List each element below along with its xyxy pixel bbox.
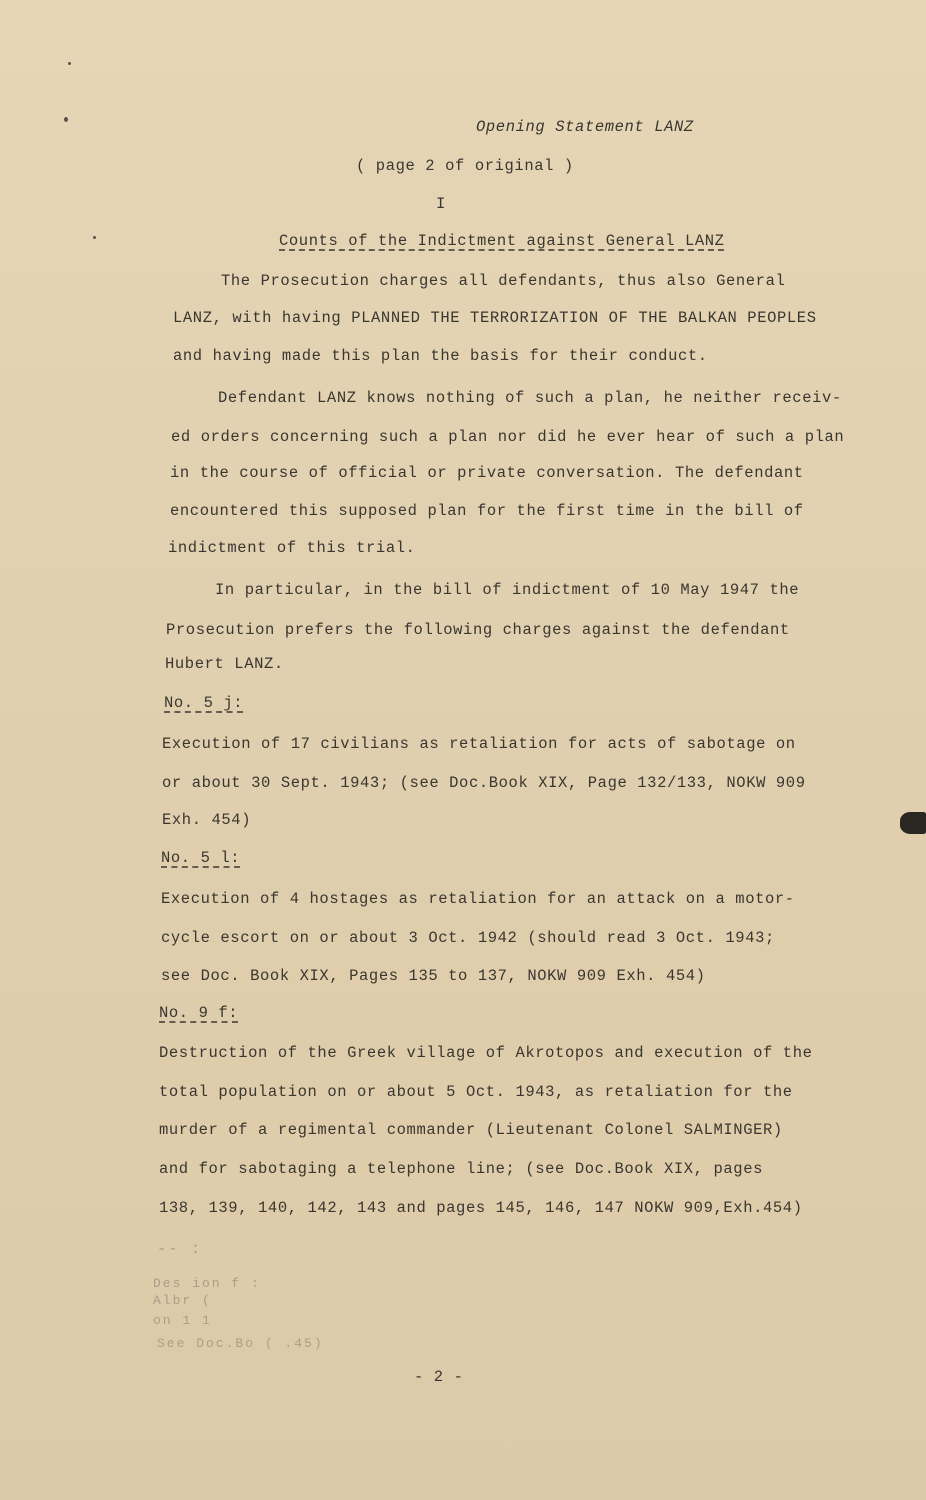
paragraph-line: indictment of this trial. (168, 539, 416, 557)
page-number: - 2 - (414, 1368, 464, 1386)
paragraph-line: encountered this supposed plan for the first time in the bill of (170, 502, 804, 520)
paragraph-line: Prosecution prefers the following charges against the defendant (166, 621, 790, 639)
faded-line: Des ion f : (153, 1276, 261, 1291)
paragraph-line: in the course of official or private conversation. The defendant (170, 464, 804, 482)
paragraph-line: The Prosecution charges all defendants, thus also General (221, 272, 786, 290)
count-line: Exh. 454) (162, 811, 252, 829)
paragraph-line: Hubert LANZ. (165, 655, 284, 673)
paragraph-line: Defendant LANZ knows nothing of such a plan, he neither receiv- (218, 389, 842, 407)
count-line: see Doc. Book XIX, Pages 135 to 137, NOKW 909 Exh. 454) (161, 967, 706, 985)
margin-speck (93, 236, 96, 239)
faded-line: -- : (157, 1240, 203, 1258)
count-label: No. 5 j: (164, 694, 244, 712)
count-line: total population on or about 5 Oct. 1943, as retaliation for the (159, 1083, 793, 1101)
margin-speck (68, 62, 71, 65)
count-line: cycle escort on or about 3 Oct. 1942 (should read 3 Oct. 1943; (161, 929, 775, 947)
paragraph-line: In particular, in the bill of indictment of 10 May 1947 the (215, 581, 800, 599)
paragraph-line: and having made this plan the basis for their conduct. (173, 347, 708, 365)
margin-speck (64, 117, 68, 122)
faded-line: See Doc.Bo ( .45) (157, 1336, 324, 1351)
paragraph-line: LANZ, with having PLANNED THE TERRORIZATION OF THE BALKAN PEOPLES (173, 309, 817, 327)
binding-mark (900, 812, 926, 834)
faded-line: Albr ( (153, 1293, 212, 1308)
section-number: I (436, 195, 446, 213)
section-title: Counts of the Indictment against General LANZ (279, 232, 725, 250)
count-label: No. 9 f: (159, 1004, 239, 1022)
count-line: Execution of 4 hostages as retaliation for an attack on a motor- (161, 890, 795, 908)
count-line: or about 30 Sept. 1943; (see Doc.Book XIX, Page 132/133, NOKW 909 (162, 774, 806, 792)
count-line: and for sabotaging a telephone line; (see Doc.Book XIX, pages (159, 1160, 763, 1178)
faded-line: on 1 1 (153, 1313, 212, 1328)
paragraph-line: ed orders concerning such a plan nor did he ever hear of such a plan (171, 428, 845, 446)
count-line: Execution of 17 civilians as retaliation for acts of sabotage on (162, 735, 796, 753)
count-line: Destruction of the Greek village of Akrotopos and execution of the (159, 1044, 813, 1062)
document-header: Opening Statement LANZ (476, 118, 694, 136)
count-line: 138, 139, 140, 142, 143 and pages 145, 146, 147 NOKW 909,Exh.454) (159, 1199, 803, 1217)
count-line: murder of a regimental commander (Lieutenant Colonel SALMINGER) (159, 1121, 783, 1139)
count-label: No. 5 l: (161, 849, 241, 867)
document-subheader: ( page 2 of original ) (356, 157, 574, 175)
